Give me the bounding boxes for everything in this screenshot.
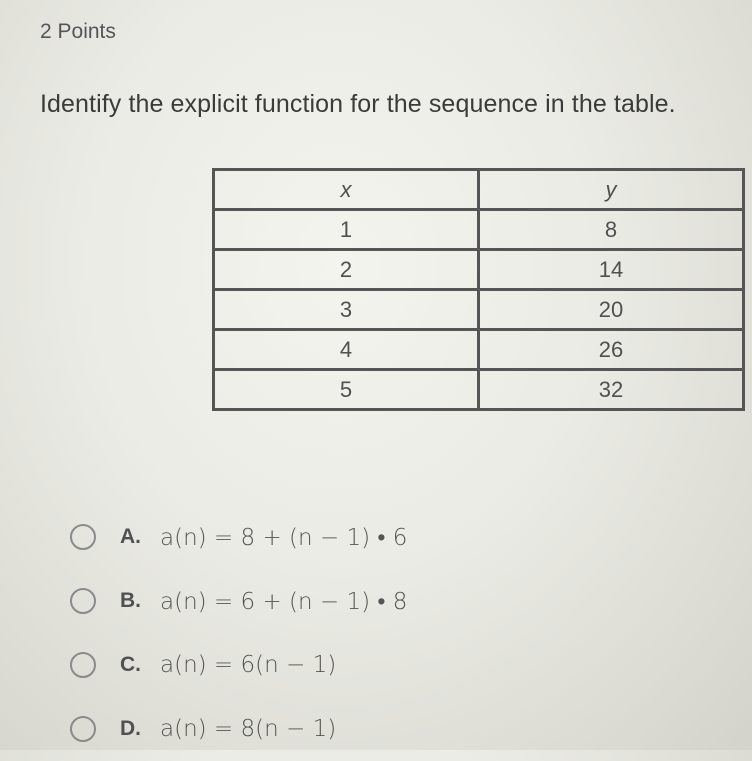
option-d[interactable]	[70, 697, 407, 761]
table-row	[214, 330, 744, 370]
option-b[interactable]	[70, 569, 407, 633]
sequence-table	[212, 168, 745, 411]
option-text: a(n) = 6 + (n − 1) • 8	[160, 588, 408, 615]
cell-x: 1	[214, 210, 479, 250]
cell-y: 20	[479, 290, 744, 330]
option-c[interactable]	[70, 633, 407, 697]
option-letter: C.	[120, 653, 141, 676]
table-row	[214, 210, 744, 250]
option-letter: A.	[120, 525, 141, 548]
table-row	[214, 250, 744, 290]
cell-y: 26	[479, 330, 744, 370]
radio-button-d[interactable]	[70, 716, 96, 742]
column-header-x: x	[214, 170, 479, 210]
cell-x: 4	[214, 330, 479, 370]
radio-button-b[interactable]	[70, 588, 96, 614]
radio-button-c[interactable]	[70, 652, 96, 678]
cell-x: 3	[214, 290, 479, 330]
option-a[interactable]	[70, 505, 407, 569]
cell-y: 8	[479, 210, 744, 250]
cell-y: 32	[479, 370, 744, 410]
cell-x: 5	[214, 370, 479, 410]
option-text: a(n) = 6(n − 1)	[160, 652, 337, 678]
points-label: 2 Points	[40, 20, 116, 43]
question-text: Identify the explicit function for the sequence in the table.	[40, 90, 676, 118]
cell-y: 14	[479, 250, 744, 290]
option-text: a(n) = 8 + (n − 1) • 6	[160, 524, 408, 551]
option-letter: B.	[120, 589, 141, 612]
answer-options	[70, 505, 407, 761]
option-letter: D.	[120, 717, 141, 740]
column-header-y: y	[479, 170, 744, 210]
table-row	[214, 290, 744, 330]
cell-x: 2	[214, 250, 479, 290]
table-header-row	[214, 170, 744, 210]
option-text: a(n) = 8(n − 1)	[160, 716, 337, 742]
table-row	[214, 370, 744, 410]
radio-button-a[interactable]	[70, 524, 96, 550]
